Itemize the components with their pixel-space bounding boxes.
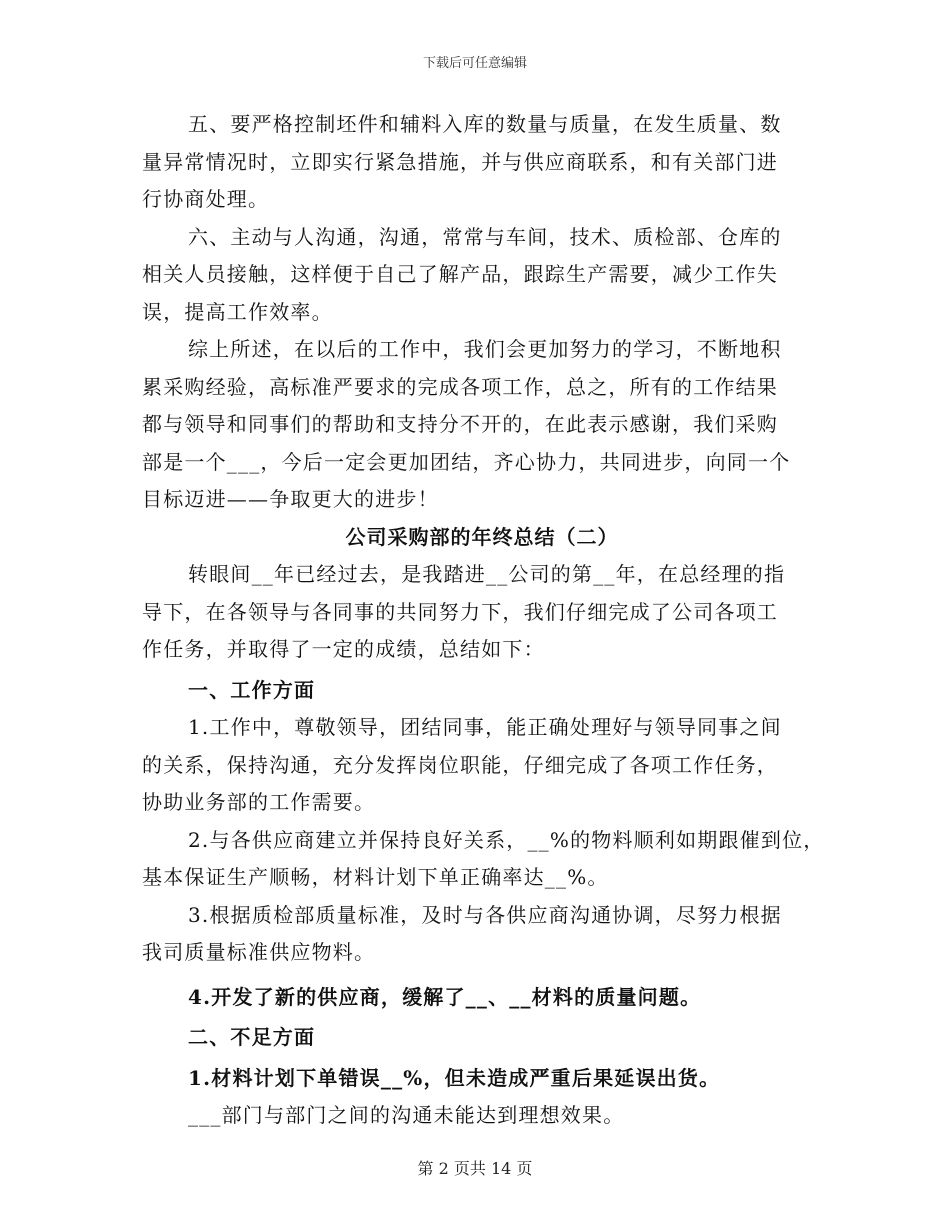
text-line: 1.工作中，尊敬领导，团结同事，能正确处理好与领导同事之间 (188, 715, 782, 739)
text-line: 协助业务部的工作需要。 (142, 790, 376, 814)
text-line: 我司质量标准供应物料。 (142, 940, 376, 964)
text-line: 都与领导和同事们的帮助和支持分不开的，在此表示感谢，我们采购 (142, 412, 778, 436)
page-header: 下载后可任意编辑 (422, 56, 527, 71)
work-item-4: 4.开发了新的供应商，缓解了__、__材料的质量问题。 (188, 984, 702, 1009)
text-line: 误，提高工作效率。 (142, 299, 333, 324)
text-line: 3.根据质检部质量标准，及时与各供应商沟通协调，尽努力根据 (188, 902, 782, 927)
text-line: 相关人员接触，这样便于自己了解产品，跟踪生产需要，减少工作失 (142, 262, 778, 286)
document-body (142, 106, 825, 1135)
text-line: 导下，在各领导与各同事的共同努力下，我们仔细完成了公司各项工 (142, 599, 778, 624)
shortcoming-2: ___部门与部门之间的沟通未能达到理想效果。 (188, 1103, 625, 1127)
text-line: 综上所述，在以后的工作中，我们会更加努力的学习，不断地积 (188, 337, 782, 361)
text-line: 目标迈进——争取更大的进步！ (142, 487, 439, 511)
text-line: 六、主动与人沟通，沟通，常常与车间，技术、质检部、仓库的 (188, 224, 782, 249)
text-line: 的关系，保持沟通，充分发挥岗位职能，仔细完成了各项工作任务， (142, 752, 778, 777)
heading-shortcomings: 二、不足方面 (188, 1025, 316, 1049)
paragraph-intro (142, 556, 822, 669)
text-line: 2.与各供应商建立并保持良好关系，__%的物料顺利如期跟催到位， (188, 827, 825, 852)
text-line: 累采购经验，高标准严要求的完成各项工作，总之，所有的工作结果 (142, 374, 778, 399)
text-line: 量异常情况时，立即实行紧急措施，并与供应商联系，和有关部门进 (142, 149, 778, 174)
text-line: 五、要严格控制坯件和辅料入库的数量与质量，在发生质量、数 (188, 112, 782, 136)
work-item-3 (142, 897, 822, 972)
page-footer: 第 2 页共 14 页 (417, 1159, 533, 1178)
section-title: 公司采购部的年终总结（二） (345, 524, 619, 549)
work-item-1 (142, 709, 822, 822)
work-item-2 (142, 822, 825, 897)
text-line: 基本保证生产顺畅，材料计划下单正确率达__%。 (142, 865, 609, 889)
text-line: 作任务，并取得了一定的成绩，总结如下： (142, 637, 545, 661)
shortcoming-1: 1.材料计划下单错误__%，但未造成严重后果延误出货。 (188, 1065, 721, 1090)
text-line: 部是一个___，今后一定会更加团结，齐心协力，共同进步，向同一个 (142, 449, 791, 474)
heading-work-aspects: 一、工作方面 (188, 677, 316, 702)
paragraph-summary (142, 331, 822, 519)
paragraph-six (142, 219, 822, 332)
text-line: 转眼间__年已经过去，是我踏进__公司的第__年，在总经理的指 (188, 562, 786, 586)
paragraph-five (142, 106, 822, 219)
text-line: 行协商处理。 (142, 187, 270, 211)
